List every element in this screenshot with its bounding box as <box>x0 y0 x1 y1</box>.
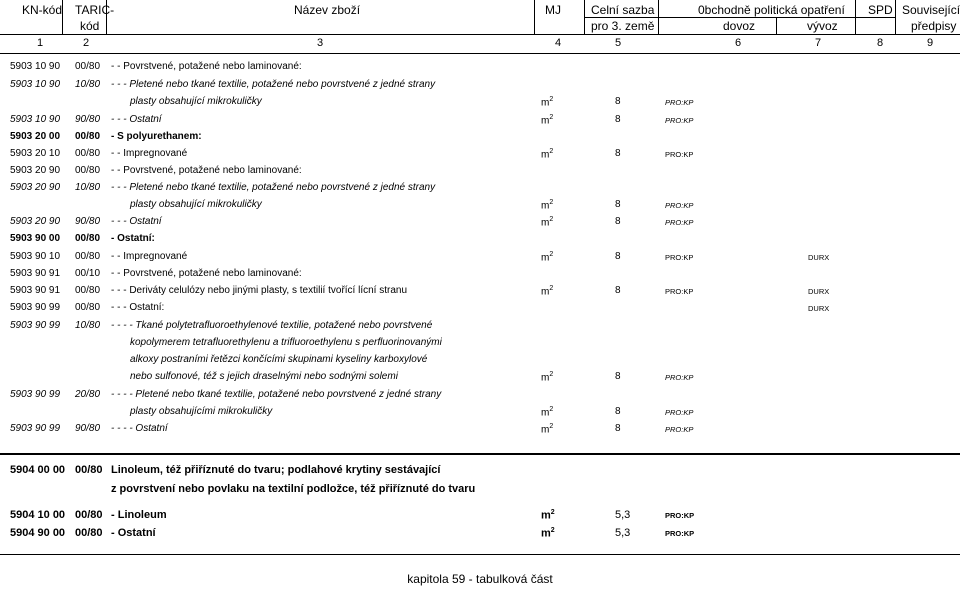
unit-exponent: 2 <box>550 527 555 534</box>
description: - Ostatní <box>111 527 156 539</box>
import-measure: PRO:KP <box>665 408 694 417</box>
kn-code: 5903 90 91 <box>10 268 61 279</box>
description: - - - Pletené nebo tkané textilie, potažené nebo povrstvené z jedné strany <box>111 182 436 193</box>
unit-exponent: 2 <box>549 285 554 292</box>
import-measure: PRO:KP <box>665 116 694 125</box>
duty-rate: 8 <box>615 199 621 210</box>
col-souvisejici: Související <box>902 3 960 17</box>
unit-exponent: 2 <box>549 148 554 155</box>
table-row <box>0 250 960 266</box>
unit: $m^2$ <box>541 406 554 419</box>
taric-code: 00/80 <box>75 165 101 176</box>
description: - - Povrstvené, potažené nebo laminované: <box>111 165 302 176</box>
table-row <box>0 482 960 498</box>
taric-code: 90/80 <box>75 423 101 434</box>
duty-rate: 8 <box>615 96 621 107</box>
description: - - Povrstvené, potažené nebo laminované: <box>111 268 302 279</box>
description: - - - Ostatní <box>111 114 162 125</box>
col-number: 7 <box>815 37 822 49</box>
table-row <box>0 388 960 404</box>
table-row <box>0 95 960 111</box>
unit-exponent: 2 <box>549 114 554 121</box>
duty-rate: 8 <box>615 371 621 382</box>
col-number: 5 <box>615 37 622 49</box>
col-number: 6 <box>735 37 742 49</box>
taric-code: 00/80 <box>75 527 103 539</box>
duty-rate: 8 <box>615 285 621 296</box>
description: alkoxy postraními řetězci končícími skupinami kyseliny karboxylové <box>130 354 428 365</box>
import-measure: PRO:KP <box>665 529 695 538</box>
kn-code: 5903 90 99 <box>10 320 61 331</box>
table-row <box>0 113 960 129</box>
import-measure: PRO:KP <box>665 425 694 434</box>
table-row <box>0 319 960 335</box>
table-row <box>0 508 960 524</box>
page-footer: kapitola 59 - tabulková část <box>407 572 553 586</box>
import-measure: PRO:KP <box>665 511 695 520</box>
taric-code: 00/80 <box>75 251 101 262</box>
kn-code: 5903 20 00 <box>10 131 61 142</box>
col-number: 1 <box>37 37 44 49</box>
import-measure: PRO:KP <box>665 98 694 107</box>
taric-code: 00/80 <box>75 61 101 72</box>
kn-code: 5903 90 99 <box>10 423 61 434</box>
description: nebo sulfonové, též s jejich draselnými nebo sodnými solemi <box>130 371 398 382</box>
unit-exponent: 2 <box>550 509 555 516</box>
unit: $m^2$ <box>541 96 554 109</box>
description: - - - Ostatní: <box>111 302 165 313</box>
unit: $m^2$ <box>541 251 554 264</box>
unit: $m^2$ <box>541 509 555 522</box>
table-row <box>0 353 960 369</box>
taric-code: 20/80 <box>75 389 101 400</box>
kn-code: 5903 90 99 <box>10 389 61 400</box>
header-divider <box>585 17 895 18</box>
description: - - Impregnované <box>111 251 188 262</box>
unit: $m^2$ <box>541 199 554 212</box>
taric-code: 00/80 <box>75 464 103 476</box>
duty-rate: 8 <box>615 114 621 125</box>
import-measure: PRO:KP <box>665 373 694 382</box>
kn-code: 5903 20 90 <box>10 182 61 193</box>
header-rule <box>0 34 960 35</box>
duty-rate: 5,3 <box>615 527 631 539</box>
table-header <box>0 0 960 53</box>
col-number: 2 <box>83 37 90 49</box>
taric-code: 00/80 <box>75 233 101 244</box>
col-divider <box>106 0 107 34</box>
unit: $m^2$ <box>541 148 554 161</box>
col-divider <box>584 0 585 34</box>
description: kopolymerem tetrafluorethylenu a trifluoroethylenu s perfluorinovanými <box>130 337 442 348</box>
table-row <box>0 60 960 76</box>
duty-rate: 8 <box>615 148 621 159</box>
col-opatreni: 0bchodně politická opatření <box>698 3 845 17</box>
description: - - - Pletené nebo tkané textilie, potažené nebo povrstvené z jedné strany <box>111 79 436 90</box>
unit: $m^2$ <box>541 114 554 127</box>
unit-exponent: 2 <box>549 406 554 413</box>
description: - S polyurethanem: <box>111 131 202 142</box>
unit: $m^2$ <box>541 371 554 384</box>
duty-rate: 8 <box>615 423 621 434</box>
taric-code: 00/80 <box>75 285 101 296</box>
taric-code: 10/80 <box>75 320 101 331</box>
description: - Ostatní: <box>111 233 155 244</box>
unit-exponent: 2 <box>549 96 554 103</box>
taric-code: 00/80 <box>75 509 103 521</box>
col-number: 8 <box>877 37 884 49</box>
description: - - Povrstvené, potažené nebo laminované: <box>111 61 302 72</box>
col-celni-sazba: Celní sazba <box>591 3 655 17</box>
col-divider <box>895 0 896 34</box>
description: - - - - Pletené nebo tkané textilie, potažené nebo povrstvené z jedné strany <box>111 389 442 400</box>
col-divider <box>534 0 535 34</box>
col-vyvoz: vývoz <box>807 19 838 33</box>
table-row <box>0 78 960 94</box>
duty-rate: 8 <box>615 216 621 227</box>
description: - - Impregnované <box>111 148 188 159</box>
duty-rate: 8 <box>615 251 621 262</box>
kn-code: 5903 20 90 <box>10 216 61 227</box>
col-nazev: Název zboží <box>294 3 361 17</box>
table-row <box>0 422 960 438</box>
col-number: 9 <box>927 37 934 49</box>
col-number: 3 <box>317 37 324 49</box>
kn-code: 5903 10 90 <box>10 79 61 90</box>
kn-code: 5904 90 00 <box>10 527 66 539</box>
import-measure: PRO:KP <box>665 150 694 159</box>
column-numbers <box>0 37 960 54</box>
col-taric: TARIC- <box>75 3 115 17</box>
header-bottom-rule <box>0 53 960 54</box>
kn-code: 5903 90 00 <box>10 233 61 244</box>
table-row <box>0 370 960 386</box>
unit: $m^2$ <box>541 423 554 436</box>
kn-code: 5903 90 10 <box>10 251 61 262</box>
col-predpisy: předpisy <box>911 19 957 33</box>
description: plasty obsahující mikrokuličky <box>130 199 262 210</box>
import-measure: PRO:KP <box>665 218 694 227</box>
description: - - - - Ostatní <box>111 423 168 434</box>
duty-rate: 5,3 <box>615 509 631 521</box>
taric-code: 90/80 <box>75 114 101 125</box>
table-row <box>0 405 960 421</box>
table-row <box>0 215 960 231</box>
import-measure: PRO:KP <box>665 287 694 296</box>
col-pro-3-zeme: pro 3. země <box>591 19 655 33</box>
col-divider <box>658 0 659 34</box>
table-row <box>0 463 960 479</box>
table-row <box>0 284 960 300</box>
kn-code: 5903 10 90 <box>10 61 61 72</box>
unit-exponent: 2 <box>549 251 554 258</box>
table-row <box>0 147 960 163</box>
table-row <box>0 232 960 248</box>
kn-code: 5903 20 10 <box>10 148 61 159</box>
spd-code: DURX <box>808 304 830 313</box>
import-measure: PRO:KP <box>665 253 694 262</box>
description: - Linoleum <box>111 509 167 521</box>
col-divider <box>855 0 856 34</box>
table-row <box>0 526 960 542</box>
col-mj: MJ <box>545 3 561 17</box>
kn-code: 5903 20 90 <box>10 165 61 176</box>
description: - - - Ostatní <box>111 216 162 227</box>
taric-code: 00/80 <box>75 148 101 159</box>
description: - - - - Tkané polytetrafluoroethylenové textilie, potažené nebo povrstvené <box>111 320 433 331</box>
col-divider <box>776 17 777 34</box>
col-kn-kod: KN-kód <box>22 3 63 17</box>
taric-code: 10/80 <box>75 79 101 90</box>
kn-code: 5903 10 90 <box>10 114 61 125</box>
taric-code: 00/80 <box>75 131 101 142</box>
kn-code: 5903 90 91 <box>10 285 61 296</box>
table-row <box>0 130 960 146</box>
table-row <box>0 181 960 197</box>
kn-code: 5904 00 00 <box>10 464 66 476</box>
footer-rule <box>0 554 960 555</box>
description: plasty obsahující mikrokuličky <box>130 96 262 107</box>
taric-code: 00/80 <box>75 302 101 313</box>
import-measure: PRO:KP <box>665 201 694 210</box>
unit-exponent: 2 <box>549 423 554 430</box>
spd-code: DURX <box>808 253 830 262</box>
table-row <box>0 336 960 352</box>
table-row <box>0 164 960 180</box>
col-spd: SPD <box>868 3 893 17</box>
spd-code: DURX <box>808 287 830 296</box>
unit-exponent: 2 <box>549 216 554 223</box>
table-row <box>0 267 960 283</box>
table-row <box>0 301 960 317</box>
table-row <box>0 198 960 214</box>
duty-rate: 8 <box>615 406 621 417</box>
description: plasty obsahujícími mikrokuličky <box>130 406 273 417</box>
col-dovoz: dovoz <box>723 19 756 33</box>
kn-code: 5903 90 99 <box>10 302 61 313</box>
taric-code: 00/10 <box>75 268 101 279</box>
unit-exponent: 2 <box>549 371 554 378</box>
unit-exponent: 2 <box>549 199 554 206</box>
unit: $m^2$ <box>541 285 554 298</box>
unit: $m^2$ <box>541 527 555 540</box>
description: Linoleum, též přiříznuté do tvaru; podlahové krytiny sestávající <box>111 464 441 476</box>
taric-code: 90/80 <box>75 216 101 227</box>
kn-code: 5904 10 00 <box>10 509 66 521</box>
description: - - - Deriváty celulózy nebo jinými plasty, s textilií tvořící lícní stranu <box>111 285 408 296</box>
description: z povrstvení nebo povlaku na textilní podložce, též přiříznuté do tvaru <box>111 483 476 495</box>
unit: $m^2$ <box>541 216 554 229</box>
taric-code: 10/80 <box>75 182 101 193</box>
col-kod: kód <box>80 19 100 33</box>
col-divider <box>62 0 63 34</box>
col-number: 4 <box>555 37 562 49</box>
section-divider <box>0 453 960 455</box>
